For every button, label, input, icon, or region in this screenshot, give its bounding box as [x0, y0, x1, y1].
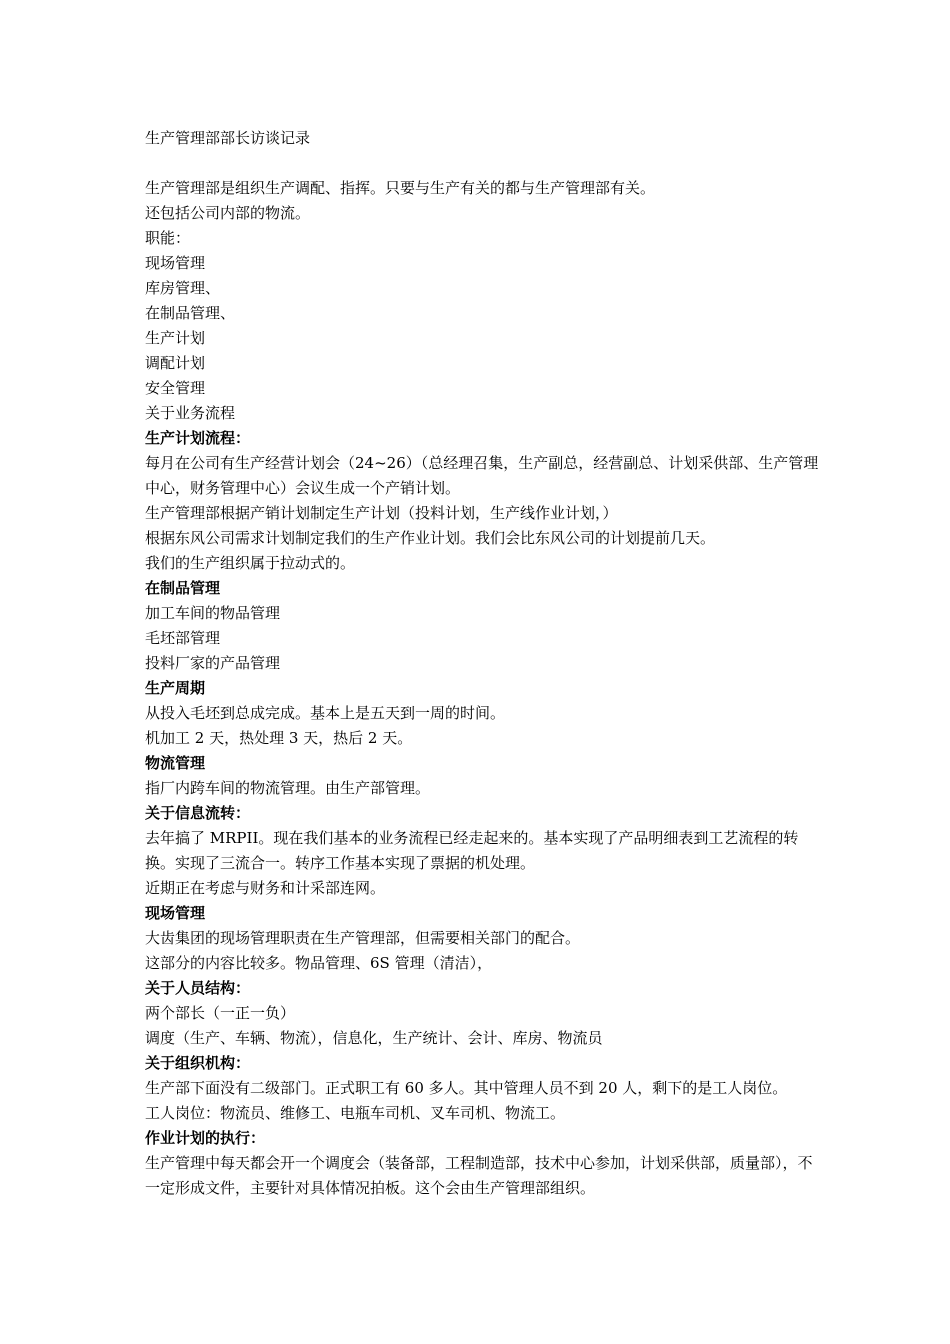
paragraph: 每月在公司有生产经营计划会（24~26）（总经理召集，生产副总，经营副总、计划采供部、生产管理中心，财务管理中心）会议生成一个产销计划。	[145, 454, 819, 497]
paragraph: 指厂内跨车间的物流管理。由生产部管理。	[145, 779, 431, 797]
function-item: 在制品管理、	[145, 304, 236, 322]
paragraph: 两个部长（一正一负）	[145, 1004, 296, 1022]
paragraph: 这部分的内容比较多。物品管理、6S 管理（清洁），	[145, 954, 493, 972]
paragraph: 从投入毛坯到总成完成。基本上是五天到一周的时间。	[145, 704, 506, 722]
paragraph: 生产管理部是组织生产调配、指挥。只要与生产有关的都与生产管理部有关。	[145, 179, 656, 197]
paragraph: 近期正在考虑与财务和计采部连网。	[145, 879, 386, 897]
section-heading: 关于信息流转：	[145, 804, 251, 822]
document-title: 生产管理部部长访谈记录	[145, 129, 311, 147]
section-heading: 关于组织机构：	[145, 1054, 251, 1072]
section-heading: 关于人员结构：	[145, 979, 251, 997]
paragraph: 我们的生产组织属于拉动式的。	[145, 554, 356, 572]
paragraph: 去年搞了 MRPII。现在我们基本的业务流程已经走起来的。基本实现了产品明细表到工艺流程的转换。实现了三流合一。转序工作基本实现了票据的机处理。	[145, 829, 799, 872]
section-heading: 在制品管理	[145, 579, 221, 597]
paragraph: 工人岗位：物流员、维修工、电瓶车司机、叉车司机、物流工。	[145, 1104, 566, 1122]
paragraph: 投料厂家的产品管理	[145, 654, 281, 672]
section-heading: 现场管理	[145, 904, 206, 922]
paragraph: 机加工 2 天，热处理 3 天，热后 2 天。	[145, 729, 413, 747]
paragraph: 生产管理中每天都会开一个调度会（装备部，工程制造部，技术中心参加，计划采供部，质量部），不一定形成文件，主要针对具体情况拍板。这个会由生产管理部组织。	[145, 1154, 813, 1197]
paragraph: 调度（生产、车辆、物流），信息化，生产统计、会计、库房、物流员	[145, 1029, 603, 1047]
function-item: 生产计划	[145, 329, 206, 347]
paragraph: 加工车间的物品管理	[145, 604, 281, 622]
section-heading: 生产计划流程：	[145, 429, 251, 447]
paragraph: 毛坯部管理	[145, 629, 221, 647]
paragraph: 根据东风公司需求计划制定我们的生产作业计划。我们会比东风公司的计划提前几天。	[145, 529, 716, 547]
section-heading: 物流管理	[145, 754, 206, 772]
section-heading: 作业计划的执行：	[145, 1129, 266, 1147]
paragraph: 生产部下面没有二级部门。正式职工有 60 多人。其中管理人员不到 20 人，剩下的是工人岗位。	[145, 1079, 788, 1097]
function-item: 关于业务流程	[145, 404, 236, 422]
function-item: 安全管理	[145, 379, 206, 397]
function-item: 库房管理、	[145, 279, 221, 297]
section-heading: 生产周期	[145, 679, 206, 697]
document-page	[145, 126, 825, 1201]
paragraph: 生产管理部根据产销计划制定生产计划（投料计划，生产线作业计划，）	[145, 504, 618, 522]
paragraph: 大齿集团的现场管理职责在生产管理部，但需要相关部门的配合。	[145, 929, 581, 947]
paragraph: 还包括公司内部的物流。	[145, 204, 311, 222]
function-item: 调配计划	[145, 354, 206, 372]
function-item: 现场管理	[145, 254, 206, 272]
functions-label: 职能：	[145, 229, 191, 247]
